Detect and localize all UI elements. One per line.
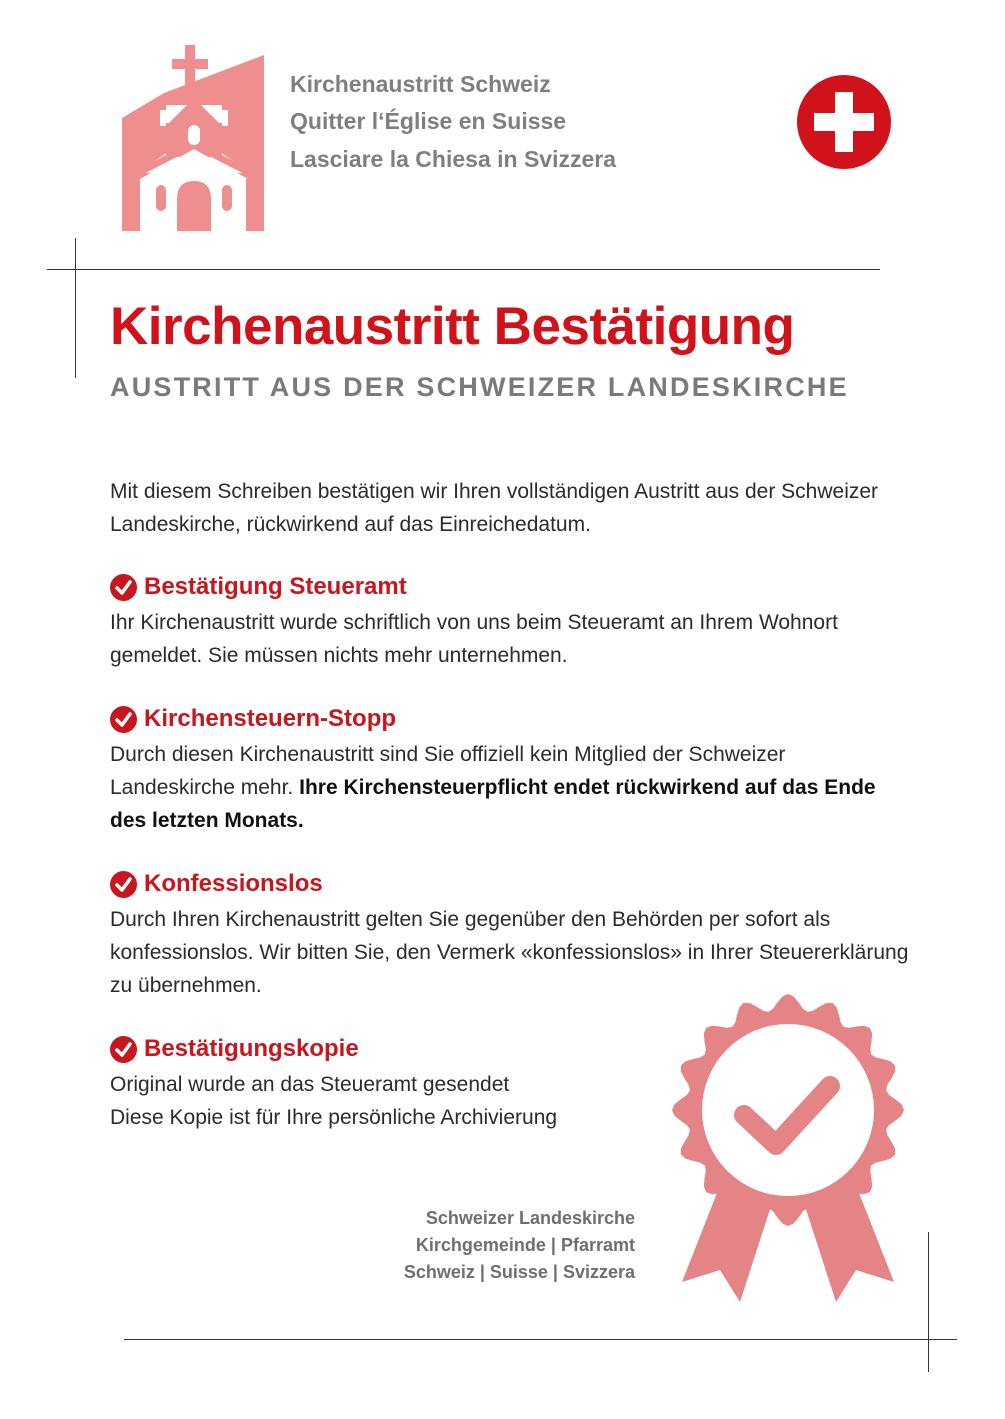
section-text-regular: Durch diesen Kirchenaustritt sind Sie offiziell kein Mitglied der Schweizer Landeskirche mehr. [110, 743, 786, 799]
section-heading [110, 870, 323, 898]
church-icon [122, 45, 266, 233]
section-text-bold: Ihre Kirchensteuerpflicht endet rückwirkend auf das Ende des letzten Monats. [110, 776, 876, 832]
page-title: Kirchenaustritt Bestätigung [110, 297, 795, 356]
section-heading-text: Bestätigung Steueramt [144, 573, 407, 600]
section-text [110, 738, 910, 837]
brand-line-it: Lasciare la Chiesa in Svizzera [290, 146, 617, 172]
section-heading [110, 1035, 359, 1063]
brand-line-de: Kirchenaustritt Schweiz [290, 71, 551, 97]
checkmark-icon [110, 1036, 137, 1063]
bottom-divider [124, 1339, 957, 1340]
swiss-cross-icon [797, 75, 891, 169]
section-heading-text: Kirchensteuern-Stopp [144, 705, 397, 732]
signature-line: Schweiz | Suisse | Svizzera [403, 1262, 635, 1282]
section-heading [110, 573, 407, 601]
section-text: Diese Kopie ist für Ihre persönliche Archivierung [110, 1106, 558, 1129]
intro-text: Mit diesem Schreiben bestätigen wir Ihren vollständigen Austritt aus der Schweizer Landeskirche, rückwirkend auf das Einreichedatum. [110, 480, 879, 536]
signature-line: Kirchgemeinde | Pfarramt [415, 1235, 635, 1255]
section-heading-text: Konfessionslos [144, 870, 323, 897]
checkmark-icon [110, 871, 137, 898]
checkmark-icon [110, 706, 137, 733]
checkmark-icon [110, 574, 137, 601]
approval-seal-icon [668, 990, 908, 1305]
top-divider [47, 269, 880, 270]
top-crop-mark [75, 238, 76, 378]
bottom-crop-mark [928, 1232, 929, 1372]
brand-line-fr: Quitter l‘Église en Suisse [290, 108, 567, 134]
section-heading [110, 705, 396, 733]
section-text: Ihr Kirchenaustritt wurde schriftlich von uns beim Steueramt an Ihrem Wohnort gemeldet. Sie müssen nichts mehr unternehmen. [110, 611, 838, 667]
section-text: Original wurde an das Steueramt gesendet [110, 1073, 510, 1096]
page-subtitle: AUSTRITT AUS DER SCHWEIZER LANDESKIRCHE [110, 372, 849, 402]
signature-line: Schweizer Landeskirche [425, 1208, 635, 1228]
section-text: Durch Ihren Kirchenaustritt gelten Sie gegenüber den Behörden per sofort als konfessionslos. Wir bitten Sie, den Vermerk «konfessionslos» in Ihrer Steuererklärung zu übernehmen. [110, 908, 909, 997]
section-heading-text: Bestätigungskopie [144, 1035, 359, 1062]
